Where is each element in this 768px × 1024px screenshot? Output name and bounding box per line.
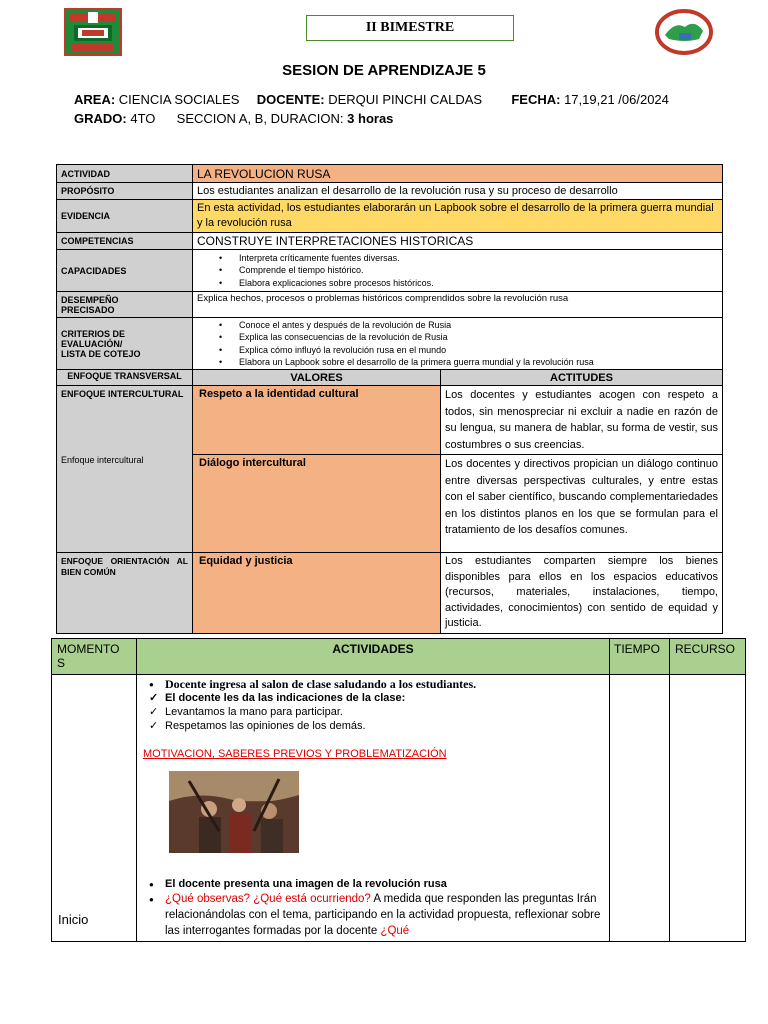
evidencia-value: En esta actividad, los estudiantes elaborarán un Lapbook sobre el desarrollo de la primera guerra mundial y la revolución rusa bbox=[193, 200, 723, 233]
tiempo-header: TIEMPO bbox=[610, 639, 670, 675]
capacidad-item: • Elabora explicaciones sobre procesos históricos. bbox=[219, 277, 722, 290]
proposito-value: Los estudiantes analizan el desarrollo de la revolución rusa y su proceso de desarrollo bbox=[193, 183, 723, 200]
desempeno-value: Explica hechos, procesos o problemas históricos comprendidos sobre la revolución rusa bbox=[193, 292, 723, 318]
grado-value: 4TO bbox=[130, 111, 156, 126]
valor-equidad: Equidad y justicia bbox=[193, 553, 441, 634]
competencias-label: COMPETENCIAS bbox=[57, 233, 193, 250]
tiempo-cell bbox=[610, 675, 670, 942]
momentos-header-1: MOMENTO bbox=[57, 642, 120, 656]
capacidad-item: • Comprende el tiempo histórico. bbox=[219, 264, 722, 277]
activity-line-greeting: ● Docente ingresa al salon de clase saludando a los estudiantes. bbox=[165, 677, 603, 691]
actitud-respeto: Los docentes y estudiantes acogen con respeto a todos, sin menospreciar ni excluir a nadie en razón de su lengua, su manera de hablar, su forma de vestir, sus costumbres o sus creencias. bbox=[441, 386, 723, 455]
momentos-header bbox=[52, 639, 137, 675]
criterios-list bbox=[219, 319, 722, 369]
seccion-value: SECCION A, B, DURACION: bbox=[176, 111, 344, 126]
question-rest: A medida que responden las preguntas Irán relacionándolas con el tema, participando en la actividad propuesta, reflexionar sobre las interrogantes formadas por la docente bbox=[165, 893, 601, 937]
capacidades-list bbox=[219, 252, 722, 290]
activities-table bbox=[51, 638, 746, 942]
activity-line-questions bbox=[165, 891, 603, 939]
area-value: CIENCIA SOCIALES bbox=[118, 92, 240, 107]
valores-header: VALORES bbox=[193, 370, 441, 386]
row-actividad bbox=[57, 165, 723, 183]
row-enfoque-intercultural-1 bbox=[57, 386, 723, 455]
criterios-label-2: LISTA DE COTEJO bbox=[61, 348, 141, 359]
question-tail: ¿Qué bbox=[380, 925, 410, 937]
recurso-cell bbox=[670, 675, 746, 942]
actividades-header: ACTIVIDADES bbox=[137, 639, 610, 675]
desempeno-label-1: DESEMPEÑO bbox=[61, 294, 119, 305]
actividad-value: LA REVOLUCION RUSA bbox=[193, 165, 723, 183]
enfoque-bien-comun-label: ENFOQUE ORIENTACIÓN AL BIEN COMÚN bbox=[57, 553, 193, 634]
momentos-header-2: S bbox=[57, 656, 66, 670]
capacidades-list-cell bbox=[193, 250, 723, 292]
competencias-value: CONSTRUYE INTERPRETACIONES HISTORICAS bbox=[193, 233, 723, 250]
activities-content bbox=[137, 675, 610, 942]
enfoque-intercultural-cell bbox=[57, 386, 193, 553]
actitud-equidad: Los estudiantes comparten siempre los bienes disponibles para ellos en los espacios educativos (recursos, materiales, instalaciones, tiempo, actividades, conocimientos) con sentido de equidad y justicia. bbox=[441, 553, 723, 634]
actividad-label: ACTIVIDAD bbox=[57, 165, 193, 183]
criterio-item: • Conoce el antes y después de la revolución de Rusia bbox=[219, 319, 722, 332]
evidencia-label: EVIDENCIA bbox=[57, 200, 193, 233]
desempeno-label-2: PRECISADO bbox=[61, 304, 115, 315]
momento-inicio: Inicio bbox=[52, 675, 137, 942]
bimestre-box bbox=[306, 15, 514, 41]
row-criterios bbox=[57, 318, 723, 370]
activities-header-row bbox=[52, 639, 746, 675]
question-red: ¿Qué observas? ¿Qué está ocurriendo? bbox=[165, 893, 371, 905]
enfoque-intercultural-sub: Enfoque intercultural bbox=[61, 455, 144, 465]
recurso-header: RECURSO bbox=[670, 639, 746, 675]
row-evidencia bbox=[57, 200, 723, 233]
duracion-value: 3 horas bbox=[347, 111, 394, 126]
actitudes-header: ACTITUDES bbox=[441, 370, 723, 386]
desempeno-label bbox=[57, 292, 193, 318]
school-crest-logo bbox=[64, 8, 122, 56]
row-competencias bbox=[57, 233, 723, 250]
actitud-dialogo: Los docentes y directivos propician un diálogo continuo entre diversas perspectivas culturales, y entre estas con el saber científico, buscando complementariedades en los distintos planos en los que se formulan para el tratamiento de los desafíos comunes. bbox=[441, 455, 723, 553]
valor-respeto: Respeto a la identidad cultural bbox=[193, 386, 441, 455]
fecha-value: 17,19,21 /06/2024 bbox=[564, 92, 669, 107]
docente-value: DERQUI PINCHI CALDAS bbox=[328, 92, 483, 107]
criterio-item: • Explica cómo influyó la revolución rusa en el mundo bbox=[219, 344, 722, 357]
enfoque-transversal-label: ENFOQUE TRANSVERSAL bbox=[57, 370, 193, 386]
fecha-label: FECHA: bbox=[511, 92, 561, 107]
grado-label: GRADO: bbox=[74, 111, 127, 126]
activities-row-inicio bbox=[52, 675, 746, 942]
row-enfoque-bien-comun bbox=[57, 553, 723, 634]
info-line-area bbox=[74, 92, 669, 107]
capacidades-label: CAPACIDADES bbox=[57, 250, 193, 292]
bimestre-label: II BIMESTRE bbox=[365, 20, 455, 35]
activity-line-image: ● El docente presenta una imagen de la revolución rusa bbox=[165, 877, 603, 891]
motivacion-heading: MOTIVACION, SABERES PREVIOS Y PROBLEMATIZACIÓN bbox=[143, 748, 447, 760]
valor-dialogo: Diálogo intercultural bbox=[193, 455, 441, 553]
criterios-list-cell bbox=[193, 318, 723, 370]
criterios-label bbox=[57, 318, 193, 370]
proposito-label: PROPÓSITO bbox=[57, 183, 193, 200]
activity-line-instructions: ✓ El docente les da las indicaciones de la clase: bbox=[165, 691, 603, 705]
check-item-raise-hand: ✓ Levantamos la mano para participar. bbox=[165, 705, 603, 719]
row-capacidades bbox=[57, 250, 723, 292]
capacidad-item: • Interpreta críticamente fuentes diversas. bbox=[219, 252, 722, 265]
criterio-item: • Elabora un Lapbook sobre el desarrollo de la primera guerra mundial y la revolución rusa bbox=[219, 356, 722, 369]
row-desempeno bbox=[57, 292, 723, 318]
check-item-respect: ✓ Respetamos las opiniones de los demás. bbox=[165, 719, 603, 733]
criterio-item: • Explica las consecuencias de la revolución de Rusia bbox=[219, 331, 722, 344]
area-label: AREA: bbox=[74, 92, 116, 107]
row-proposito bbox=[57, 183, 723, 200]
institution-seal-logo bbox=[655, 9, 713, 55]
session-title: SESION DE APRENDIZAJE 5 bbox=[282, 62, 486, 79]
row-enfoque-header bbox=[57, 370, 723, 386]
enfoque-intercultural-label: ENFOQUE INTERCULTURAL bbox=[61, 389, 184, 399]
criterios-label-1: CRITERIOS DE EVALUACIÓN/ bbox=[61, 328, 126, 349]
planning-table bbox=[56, 164, 723, 634]
revolution-painting-image bbox=[169, 771, 299, 853]
docente-label: DOCENTE: bbox=[256, 92, 325, 107]
info-line-grado bbox=[74, 111, 393, 126]
